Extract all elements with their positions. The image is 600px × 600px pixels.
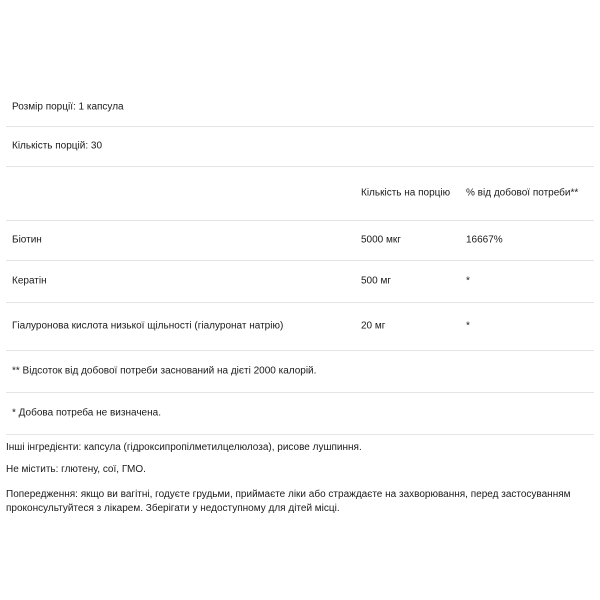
warning-block xyxy=(6,488,594,516)
footnote-dv-basis-row xyxy=(6,350,594,393)
warning-line-2: проконсультуйтеся з лікарем. Зберігати у недоступному для дітей місці. xyxy=(6,503,340,514)
servings-count: Кількість порцій: 30 xyxy=(12,140,103,152)
ingredient-name: Кератін xyxy=(12,275,47,287)
table-row xyxy=(6,260,594,303)
ingredient-daily-value: 16667% xyxy=(466,234,503,246)
ingredient-amount: 20 мг xyxy=(361,320,386,332)
serving-size: Розмір порції: 1 капсула xyxy=(12,101,124,113)
footnote-dv-undefined-row xyxy=(6,392,594,435)
amount-per-serving-header: Кількість на порцію xyxy=(361,187,451,199)
daily-value-header: % від добової потреби** xyxy=(466,187,579,199)
ingredient-amount: 500 мг xyxy=(361,275,391,287)
servings-count-row xyxy=(6,126,594,167)
free-from: Не містить: глютену, сої, ГМО. xyxy=(6,464,146,475)
ingredient-amount: 5000 мкг xyxy=(361,234,401,246)
free-from-block xyxy=(6,464,594,484)
other-ingredients: Інші інгредієнти: капсула (гідроксипропілметилцелюлоза), рисове лушпиння. xyxy=(6,442,362,453)
ingredient-daily-value: * xyxy=(466,320,470,332)
ingredient-name: Гіалуронова кислота низької щільності (гіалуронат натрію) xyxy=(12,320,284,332)
warning-line-1: Попередження: якщо ви вагітні, годуєте грудьми, приймаєте ліки або страждаєте на захворювання, перед застосуванням xyxy=(6,489,571,500)
ingredient-daily-value: * xyxy=(466,275,470,287)
other-ingredients-block xyxy=(6,442,594,462)
table-header-row xyxy=(6,166,594,221)
footnote-dv-basis: ** Відсоток від добової потреби заснований на дієті 2000 калорій. xyxy=(12,365,317,377)
serving-size-row xyxy=(6,88,594,127)
ingredient-name: Біотин xyxy=(12,234,42,246)
table-row xyxy=(6,302,594,351)
footnote-dv-undefined: * Добова потреба не визначена. xyxy=(12,407,161,419)
table-row xyxy=(6,220,594,261)
